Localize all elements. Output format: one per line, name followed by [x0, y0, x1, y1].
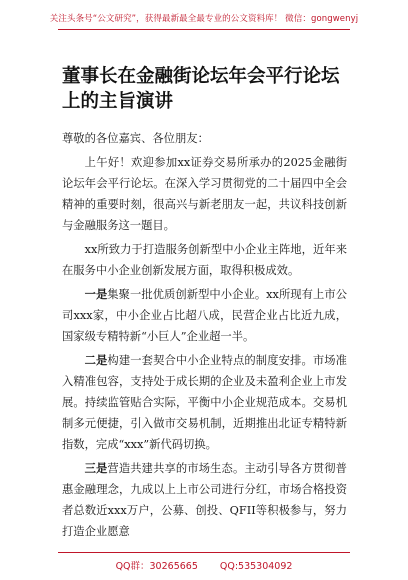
paragraph-text: xx所致力于打造服务创新型中小企业主阵地，近年来在服务中小企业创新发展方面，取得积极成效。: [62, 243, 347, 277]
paragraph-text: 上午好！欢迎参加xx证券交易所承办的2025金融街论坛年会平行论坛。在深入学习贯彻党的二十届四中全会精神的重要时刻，很高兴与新老朋友一起，共议科技创新与金融服务这一题目。: [62, 156, 347, 232]
paragraph-lead: 三是: [84, 461, 108, 475]
paragraph: [62, 350, 347, 455]
paragraph-text: 构建一套契合中小企业特点的制度安排。市场准入精准包容，支持处于成长期的企业及未盈利企业上市发展。持续监管贴合实际，平衡中小企业规范成本。交易机制多元便捷，引入做市交易机制，近期推出北证专精特新指数，完成“xxx”新代码切换。: [62, 354, 347, 451]
footer-qq: QQ:535304092: [219, 561, 293, 572]
footer-divider: [58, 552, 350, 553]
paragraph: [62, 152, 347, 236]
paragraph: [62, 458, 347, 542]
paragraph-lead: 二是: [84, 353, 108, 367]
footer: [0, 558, 408, 572]
header-divider: [58, 29, 350, 30]
paragraph-text: 集聚一批优质创新型中小企业。xx所现有上市公司xxx家，中小企业占比超八成，民营企业占比近九成，国家级专精特新“小巨人”企业超一半。: [62, 288, 347, 343]
paragraph: [62, 284, 347, 347]
paragraph-text: 营造共建共享的市场生态。主动引导各方贯彻普惠金融理念，九成以上上市公司进行分红，市场合格投资者总数近xxx万户，公募、创投、QFII等积极参与，努力打造企业愿意: [62, 462, 347, 538]
footer-qq-group: QQ群：30265665: [115, 561, 198, 572]
document-body: [62, 128, 347, 542]
paragraph-lead: 一是: [84, 287, 108, 301]
header-banner: 关注头条号“公文研究”，获得最新最全最专业的公文资料库！ 微信：gongwenyj: [49, 14, 359, 24]
greeting: 尊敬的各位嘉宾、各位朋友：: [62, 132, 209, 145]
page-title: 董事长在金融街论坛年会平行论坛上的主旨演讲: [62, 66, 340, 112]
paragraph: [62, 239, 347, 281]
